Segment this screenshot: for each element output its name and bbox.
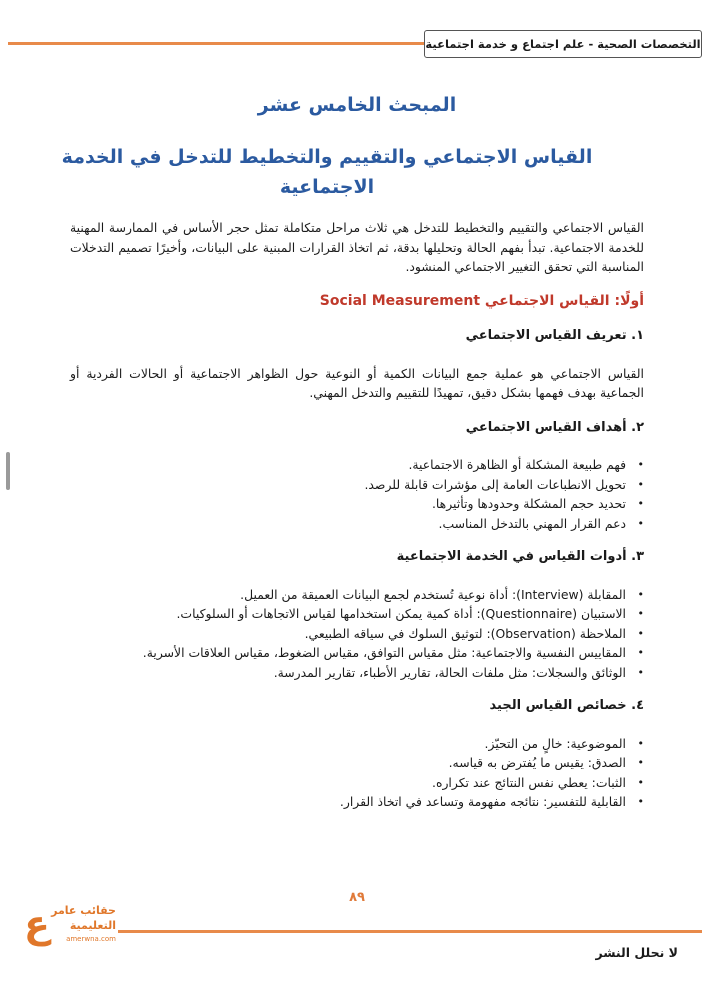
chapter-title: المبحث الخامس عشر	[257, 94, 457, 116]
list-item: • الاستبيان (Questionnaire): أداة كمية يمكن استخدامها لقياس الاتجاهات أو السلوكيات.	[70, 604, 626, 624]
footer-rule	[118, 930, 702, 933]
list-item: • المقابلة (Interview): أداة نوعية تُستخدم لجمع البيانات العميقة من العميل.	[70, 585, 626, 605]
list-item: • الصدق: يقيس ما يُفترض به قياسه.	[70, 753, 626, 773]
header-rule	[8, 42, 430, 45]
list-item: • تحويل الانطباعات العامة إلى مؤشرات قابلة للرصد.	[70, 475, 626, 495]
logo-url: amerwna.com	[66, 935, 116, 943]
publisher-logo	[22, 902, 118, 950]
subsection-title-goals: ٢. أهداف القياس الاجتماعي	[465, 419, 644, 435]
subsection-title-qualities: ٤. خصائص القياس الجيد	[489, 698, 644, 713]
list-item: • الثبات: يعطي نفس النتائج عند تكراره.	[70, 773, 626, 793]
intro-paragraph: القياس الاجتماعي والتقييم والتخطيط للتدخل هي ثلاث مراحل متكاملة تمثل حجر الأساس في الممارسة المهنية للخدمة الاجتماعية. تبدأ بفهم الحالة وتحليلها بدقة، ثم اتخاذ القرارات المبنية على البيانات، وأخيرًا تصميم التدخلات المناسبة التي تحقق التغيير الاجتماعي المنشود.	[70, 220, 644, 274]
definition-paragraph: القياس الاجتماعي هو عملية جمع البيانات الكمية أو النوعية حول الظواهر الاجتماعية أو الحالات الفردية أو الجماعية بهدف فهمها بشكل دقيق، تمهيدًا للتقييم والتدخل المهني.	[70, 365, 644, 400]
subsection-title-tools: ٣. أدوات القياس في الخدمة الاجتماعية	[396, 549, 644, 564]
scrollbar-handle[interactable]	[6, 452, 10, 490]
running-header: التخصصات الصحية - علم اجتماع و خدمة اجتماعية	[424, 30, 702, 58]
tools-list	[70, 585, 644, 683]
list-item: • الوثائق والسجلات: مثل ملفات الحالة، تقارير الأطباء، تقارير المدرسة.	[70, 663, 626, 683]
logo-mark-icon: ع	[24, 902, 50, 946]
list-item: • الموضوعية: خالٍ من التحيّز.	[70, 734, 626, 754]
chapter-subtitle: القياس الاجتماعي والتقييم والتخطيط للتدخل في الخدمة الاجتماعية	[61, 146, 593, 198]
qualities-list	[70, 734, 644, 812]
logo-line-2: التعليمية	[69, 919, 116, 932]
list-item: • تحديد حجم المشكلة وحدودها وتأثيرها.	[70, 494, 626, 514]
logo-line-1: حقائب عامر	[51, 904, 116, 917]
page-body	[70, 218, 644, 826]
list-item: • دعم القرار المهني بالتدخل المناسب.	[70, 514, 626, 534]
section-heading	[70, 292, 644, 312]
list-item: • القابلية للتفسير: نتائجه مفهومة وتساعد في اتخاذ القرار.	[70, 792, 626, 812]
list-item: • فهم طبيعة المشكلة أو الظاهرة الاجتماعية.	[70, 455, 626, 475]
section-heading-en: Social Measurement	[319, 292, 481, 309]
footer-notice: لا نحلل النشر	[595, 945, 678, 960]
subsection-title-definition: ١. تعريف القياس الاجتماعي	[465, 328, 644, 343]
section-heading-ar: أولًا: القياس الاجتماعي	[484, 292, 644, 309]
page-number: ٨٩	[349, 890, 365, 905]
list-item: • الملاحظة (Observation): لتوثيق السلوك في سياقه الطبيعي.	[70, 624, 626, 644]
list-item: • المقاييس النفسية والاجتماعية: مثل مقياس التوافق، مقياس الضغوط، مقياس العلاقات الأسرية.	[70, 643, 626, 663]
goals-list	[70, 455, 644, 533]
